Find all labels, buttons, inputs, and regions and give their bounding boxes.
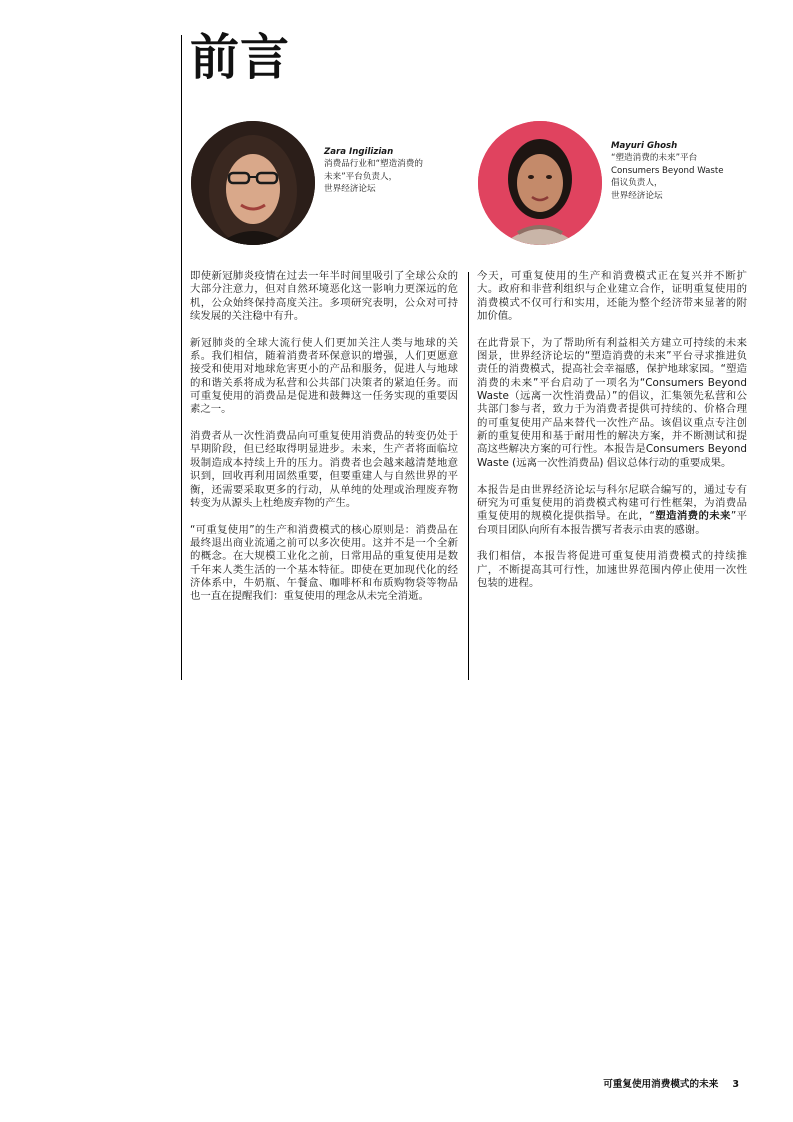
body-column-right bbox=[477, 270, 747, 604]
body-paragraph: 即使新冠肺炎疫情在过去一年半时间里吸引了全球公众的大部分注意力，但对自然环境恶化这一影响力更深远的危机，公众始终保持高度关注。多项研究表明，公众对可持续发展的关注稳中有升。 bbox=[190, 270, 458, 323]
title-vertical-rule bbox=[181, 35, 182, 680]
body-paragraph: 今天，可重复使用的生产和消费模式正在复兴并不断扩大。政府和非营利组织与企业建立合作，证明重复使用的消费模式不仅可行和实用，还能为整个经济带来显著的附加价值。 bbox=[477, 270, 747, 323]
platform-name-bold: 塑造消费的未来 bbox=[654, 510, 731, 523]
author-photo-zara bbox=[191, 121, 315, 245]
author-role-line: 世界经济论坛 bbox=[611, 190, 663, 201]
author-role-line: 未来”平台负责人， bbox=[324, 171, 398, 182]
page-title: 前言 bbox=[190, 29, 291, 86]
body-paragraph: 消费者从一次性消费品向可重复使用消费品的转变仍处于早期阶段，但已经取得明显进步。未来，生产者将面临垃圾制造成本持续上升的压力。消费者也会越来越清楚地意识到，回收再利用固然重要，但要重建人与自然世界的平衡，还需要采取更多的行动，从单纯的处理或治理废弃物转变为从源头上杜绝废弃物的产生。 bbox=[190, 430, 458, 509]
body-paragraph bbox=[477, 484, 747, 537]
paragraph-text: ”平台项目团队向所有本报告撰写者表示由衷的感谢。 bbox=[477, 510, 747, 536]
body-paragraph: “可重复使用”的生产和消费模式的核心原则是：消费品在最终退出商业流通之前可以多次使用。这并不是一个全新的概念。在大规模工业化之前，日常用品的重复使用是数千年来人类生活的一个基本特征。即使在更加现代化的经济体系中，牛奶瓶、午餐盒、咖啡杯和布质购物袋等物品也一直在提醒我们：重复使用的理念从未完全消逝。 bbox=[190, 523, 458, 603]
author-role-line: Consumers Beyond Waste bbox=[611, 165, 724, 176]
author-caption-mayuri bbox=[611, 140, 751, 202]
author-name: Mayuri Ghosh bbox=[611, 141, 678, 151]
body-paragraph: 新冠肺炎的全球大流行使人们更加关注人类与地球的关系。我们相信，随着消费者环保意识的增强，人们更愿意接受和使用对地球危害更小的产品和服务，促进人与地球的和谐关系将成为私营和公共部门决策者的紧迫任务。而可重复使用的消费品是促进和鼓舞这一任务实现的重要因素之一。 bbox=[190, 336, 458, 416]
page-footer bbox=[603, 1076, 739, 1090]
author-photo-mayuri bbox=[478, 121, 602, 245]
author-name: Zara Ingilizian bbox=[324, 147, 394, 157]
page-number: 3 bbox=[732, 1079, 739, 1090]
author-role-line: “塑造消费的未来”平台 bbox=[611, 153, 698, 164]
paragraph-text: 本报告是由世界经济论坛与科尔尼联合编写的，通过专有研究为可重复使用的消费模式构建可行性框架，为消费品重复使用的规模化提供指导。在此，“ bbox=[477, 483, 747, 523]
body-paragraph: 我们相信，本报告将促进可重复使用消费模式的持续推广，不断提高其可行性，加速世界范围内停止使用一次性包装的进程。 bbox=[477, 550, 747, 589]
author-role-line: 倡议负责人， bbox=[611, 178, 663, 189]
footer-report-title: 可重复使用消费模式的未来 bbox=[603, 1079, 719, 1090]
body-column-left bbox=[190, 270, 458, 617]
author-role-line: 消费品行业和“塑造消费的 bbox=[324, 159, 423, 170]
author-caption-zara bbox=[324, 146, 464, 196]
body-paragraph: 在此背景下，为了帮助所有利益相关方建立可持续的未来图景，世界经济论坛的“塑造消费的未来”平台寻求推进负责任的消费模式，提高社会幸福感，保护地球家园。“塑造消费的未来”平台启动了一项名为“Consumers Beyond Waste（远离一次性消费品）”的倡议，汇集领先私营和公共部门参与者，致力于为消费者提供可持续的、价格合理的可重复使用产品来替代一次性产品。该倡议重点专注创新的重复使用和基于耐用性的解决方案，并不断测试和提高这些解决方案的可行性。本报告是Consumers Beyond Waste (远离一次性消费品) 倡议总体行动的重要成果。 bbox=[477, 336, 747, 469]
author-role-line: 世界经济论坛 bbox=[324, 184, 376, 195]
column-divider bbox=[468, 272, 469, 680]
